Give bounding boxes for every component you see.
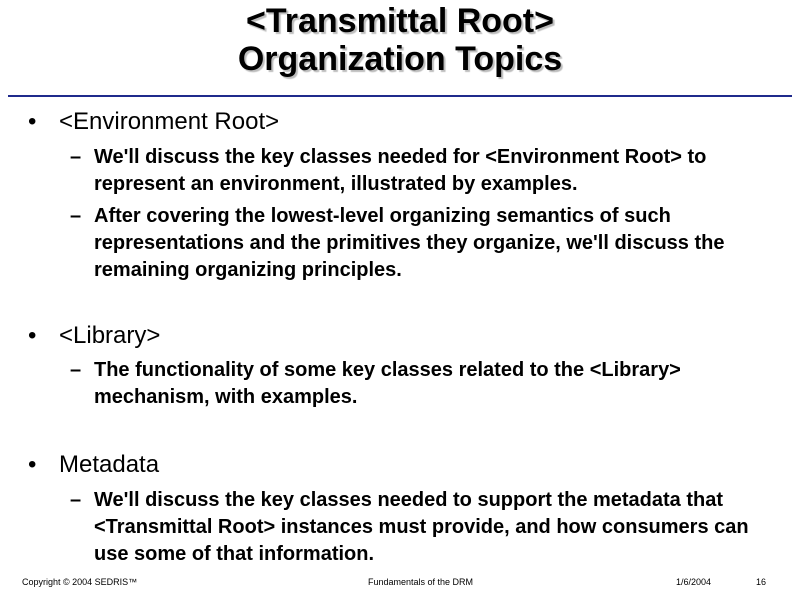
bullet-icon: •	[28, 108, 37, 135]
bullet-label: <Environment Root>	[59, 108, 280, 135]
sub-item-text: The functionality of some key classes related to the <Library> mechanism, with examples.	[94, 359, 681, 408]
dash-icon: –	[70, 146, 82, 168]
title-divider	[8, 95, 792, 97]
sub-item-text: We'll discuss the key classes needed for <Environment Root> to represent an environment, illustrated by examples.	[94, 146, 707, 195]
slide-title-line-1: <Transmittal Root>	[246, 2, 554, 40]
bullet-icon: •	[28, 322, 37, 349]
footer-date: 1/6/2004	[676, 577, 712, 587]
footer-copyright: Copyright © 2004 SEDRIS™	[22, 577, 138, 587]
footer-page-number: 16	[756, 577, 767, 587]
bullet-label: Metadata	[59, 451, 160, 478]
sub-item-text: After covering the lowest-level organizing semantics of such representations and the primitives they organize, we'll discuss the remaining organizing principles.	[94, 205, 725, 281]
slide-title	[0, 2, 800, 78]
dash-icon: –	[70, 359, 82, 381]
sub-item-text: We'll discuss the key classes needed to support the metadata that <Transmittal Root> instances must provide, and how consumers can use some of that information.	[94, 489, 749, 565]
dash-icon: –	[70, 205, 82, 227]
footer-title: Fundamentals of the DRM	[368, 577, 474, 587]
bullet-icon: •	[28, 451, 37, 478]
bullet-label: <Library>	[59, 322, 161, 349]
slide-title-line-2: Organization Topics	[237, 40, 563, 78]
dash-icon: –	[70, 489, 82, 511]
